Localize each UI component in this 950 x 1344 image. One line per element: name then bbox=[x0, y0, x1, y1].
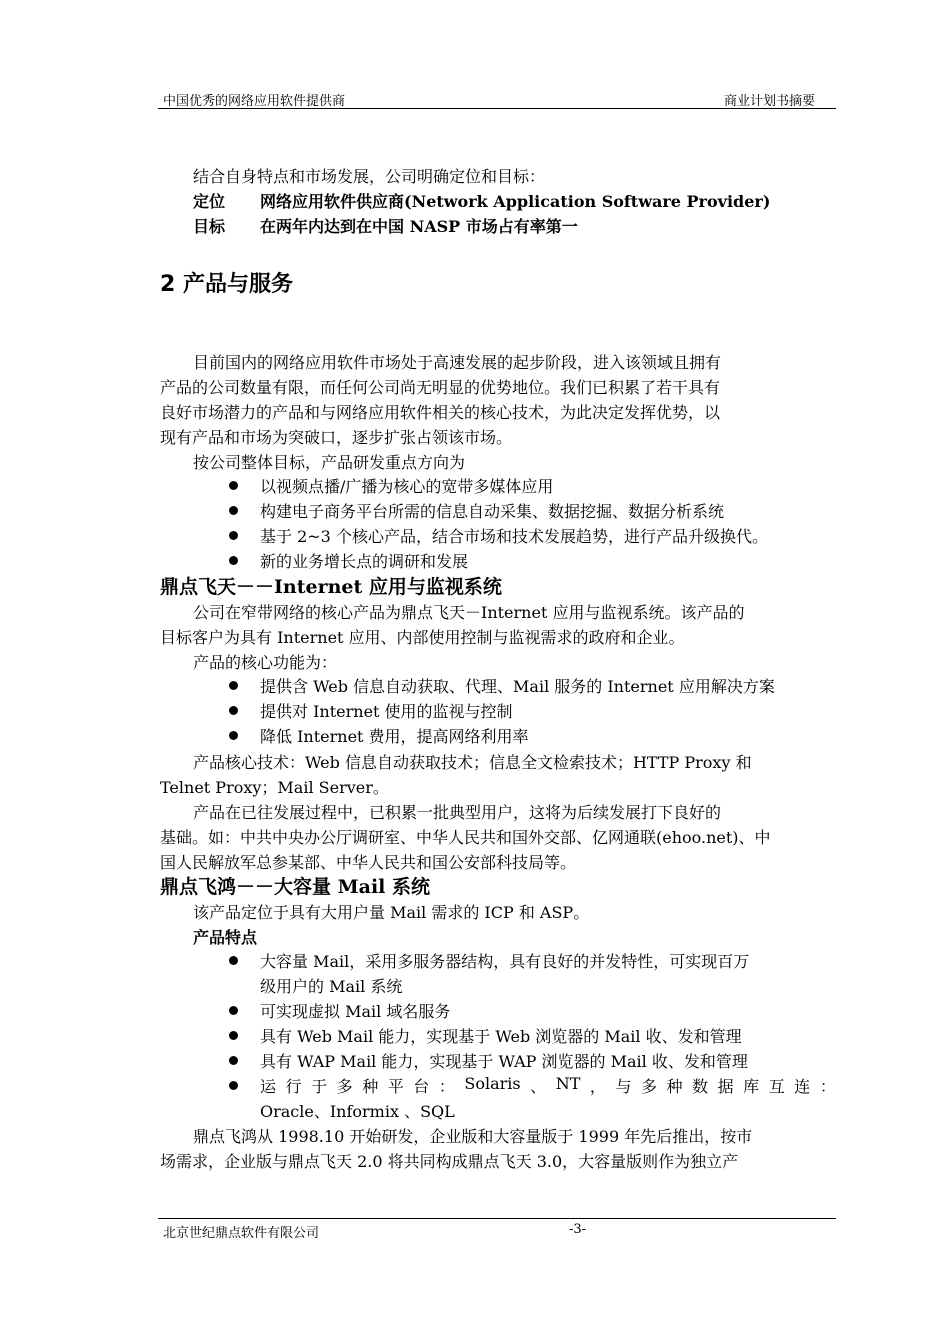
footer-left: 北京世纪鼎点软件有限公司 bbox=[163, 1226, 320, 1241]
bullet-dot bbox=[229, 1056, 238, 1065]
bullet-text: 构建电子商务平台所需的信息自动采集、数据挖掘、数据分析系统 bbox=[260, 502, 725, 521]
header-left: 中国优秀的网络应用软件提供商 bbox=[163, 94, 346, 109]
word: 行 bbox=[285, 1077, 302, 1096]
word: 平 bbox=[387, 1077, 404, 1096]
bullet-dot bbox=[229, 1031, 238, 1040]
word: 连 bbox=[794, 1077, 811, 1096]
word: 、 bbox=[530, 1077, 547, 1096]
product2-title: 鼎点飞鸿－－大容量 Mail 系统 bbox=[160, 876, 431, 898]
bullet-text: 基于 2~3 个核心产品，结合市场和技术发展趋势，进行产品升级换代。 bbox=[260, 527, 768, 546]
word: 与 bbox=[615, 1077, 632, 1096]
footer-rule bbox=[158, 1218, 836, 1219]
product1-para-line: 目标客户为具有 Internet 应用、内部使用控制与监视需求的政府和企业。 bbox=[160, 628, 685, 647]
word: 种 bbox=[362, 1077, 379, 1096]
word: ： bbox=[819, 1077, 836, 1096]
bullet-dot bbox=[229, 1006, 238, 1015]
product1-para2: 产品的核心功能为： bbox=[193, 653, 338, 672]
bullet-text: 具有 Web Mail 能力，实现基于 Web 浏览器的 Mail 收、发和管理 bbox=[260, 1027, 742, 1046]
bullet-dot bbox=[229, 681, 238, 690]
bullet-text-cont: Oracle、Informix 、SQL bbox=[260, 1102, 455, 1121]
bullet-text: 大容量 Mail，采用多服务器结构，具有良好的并发特性，可实现百万 bbox=[260, 952, 750, 971]
bullet-text: 具有 WAP Mail 能力，实现基于 WAP 浏览器的 Mail 收、发和管理 bbox=[260, 1052, 748, 1071]
positioning-intro: 结合自身特点和市场发展，公司明确定位和目标： bbox=[193, 167, 546, 186]
bullet-dot bbox=[229, 481, 238, 490]
bullet-dot bbox=[229, 956, 238, 965]
header-rule bbox=[158, 108, 836, 109]
section-para-line: 良好市场潜力的产品和与网络应用软件相关的核心技术，为此决定发挥优势，以 bbox=[160, 403, 721, 422]
word: 互 bbox=[768, 1077, 785, 1096]
header-right: 商业计划书摘要 bbox=[724, 94, 816, 109]
bullet-text: 提供对 Internet 使用的监视与控制 bbox=[260, 702, 513, 721]
product2-para1: 该产品定位于具有大用户量 Mail 需求的 ICP 和 ASP。 bbox=[193, 903, 590, 922]
section-para-line: 现有产品和市场为突破口，逐步扩张占领该市场。 bbox=[160, 428, 513, 447]
section-para2: 按公司整体目标，产品研发重点方向为 bbox=[193, 453, 466, 472]
bullet-text: 新的业务增长点的调研和发展 bbox=[260, 552, 469, 571]
word: 多 bbox=[336, 1077, 353, 1096]
bullet-text-justified bbox=[260, 1074, 836, 1097]
product1-tech-line: Telnet Proxy；Mail Server。 bbox=[160, 778, 389, 797]
word: 于 bbox=[311, 1077, 328, 1096]
word: 多 bbox=[640, 1077, 657, 1096]
bullet-dot bbox=[229, 531, 238, 540]
word: 台 bbox=[413, 1077, 430, 1096]
word: ， bbox=[589, 1077, 606, 1096]
product1-para-line: 公司在窄带网络的核心产品为鼎点飞天－Internet 应用与监视系统。该产品的 bbox=[193, 603, 745, 622]
bullet-dot bbox=[229, 556, 238, 565]
goal-text: 在两年内达到在中国 NASP 市场占有率第一 bbox=[260, 217, 578, 236]
bullet-text-cont: 级用户的 Mail 系统 bbox=[260, 977, 403, 996]
bullet-dot bbox=[229, 731, 238, 740]
product1-tech-line: 产品核心技术：Web 信息自动获取技术；信息全文检索技术；HTTP Proxy 和 bbox=[193, 753, 752, 772]
product2-history-line: 场需求，企业版与鼎点飞天 2.0 将共同构成鼎点飞天 3.0，大容量版则作为独立产 bbox=[160, 1152, 739, 1171]
bullet-text: 提供含 Web 信息自动获取、代理、Mail 服务的 Internet 应用解决方案 bbox=[260, 677, 775, 696]
word: 数 bbox=[692, 1077, 709, 1096]
position-text: 网络应用软件供应商(Network Application Software Provider) bbox=[260, 192, 771, 211]
bullet-text: 以视频点播/广播为核心的宽带多媒体应用 bbox=[260, 477, 554, 496]
bullet-dot bbox=[229, 1081, 238, 1090]
bullet-dot bbox=[229, 706, 238, 715]
product1-users-line: 产品在已往发展过程中，已积累一批典型用户，这将为后续发展打下良好的 bbox=[193, 803, 722, 822]
position-label: 定位 bbox=[193, 192, 226, 211]
section-title: 2 产品与服务 bbox=[160, 272, 293, 297]
features-label: 产品特点 bbox=[193, 928, 258, 947]
page-number: -3- bbox=[569, 1222, 587, 1237]
product1-users-line: 基础。如：中共中央办公厅调研室、中华人民共和国外交部、亿网通联(ehoo.net)、中 bbox=[160, 828, 771, 847]
word: 种 bbox=[666, 1077, 683, 1096]
word: 运 bbox=[260, 1077, 277, 1096]
bullet-text: 可实现虚拟 Mail 域名服务 bbox=[260, 1002, 451, 1021]
product1-users-line: 国人民解放军总参某部、中华人民共和国公安部科技局等。 bbox=[160, 853, 577, 872]
section-para-line: 产品的公司数量有限，而任何公司尚无明显的优势地位。我们已积累了若干具有 bbox=[160, 378, 721, 397]
word: NT bbox=[555, 1074, 581, 1093]
section-para-line: 目前国内的网络应用软件市场处于高速发展的起步阶段，进入该领域且拥有 bbox=[193, 353, 722, 372]
product1-title: 鼎点飞天－－Internet 应用与监视系统 bbox=[160, 576, 502, 598]
word: 据 bbox=[717, 1077, 734, 1096]
goal-label: 目标 bbox=[193, 217, 226, 236]
word: Solaris bbox=[464, 1074, 521, 1093]
bullet-text: 降低 Internet 费用，提高网络利用率 bbox=[260, 727, 529, 746]
word: 库 bbox=[743, 1077, 760, 1096]
product2-history-line: 鼎点飞鸿从 1998.10 开始研发，企业版和大容量版于 1999 年先后推出，按市 bbox=[193, 1127, 753, 1146]
word: ： bbox=[438, 1077, 455, 1096]
bullet-dot bbox=[229, 506, 238, 515]
